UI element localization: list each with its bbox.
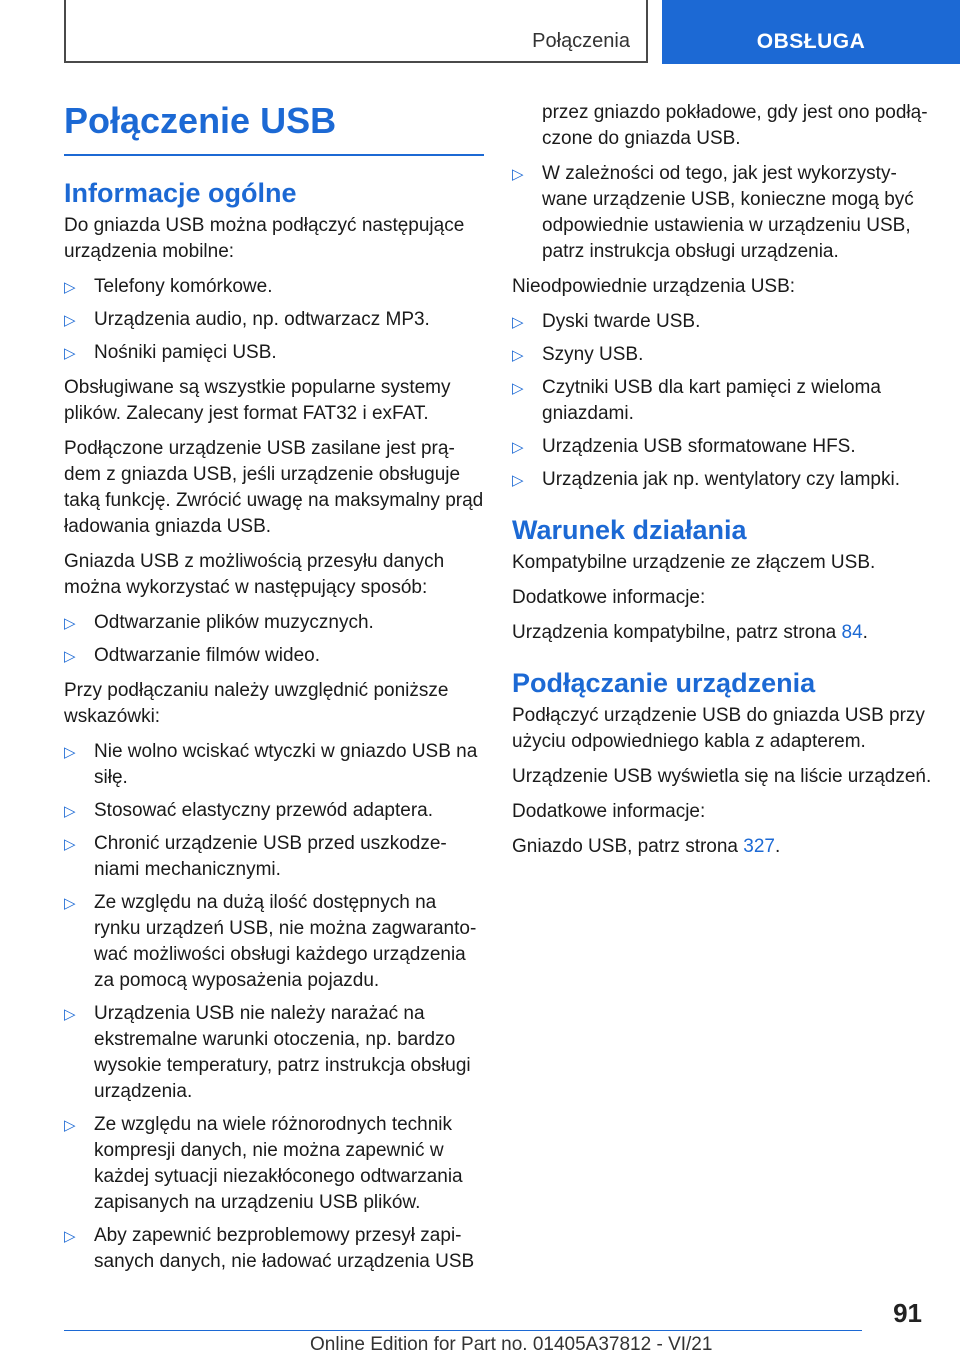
header-section-title: Połączenia [532,30,630,52]
right-column [512,100,932,869]
list-item-text: Stosować elastyczny przewód adaptera. [94,800,434,821]
list-item-text: Odtwarzanie filmów wideo. [94,645,320,666]
page-title: Połączenie USB [64,100,484,156]
paragraph-continuation: przez gniazdo pokładowe, gdy jest ono podłączone do gniazda USB. [542,102,928,149]
triangle-bullet-icon: ▷ [64,647,76,665]
list-usage [64,610,484,669]
paragraph: Do gniazda USB można podłączyć następujące urządzenia mobilne: [64,215,465,262]
page-link-84[interactable]: 84 [841,622,863,643]
triangle-bullet-icon: ▷ [64,1227,76,1245]
footer-edition: Online Edition for Part no. 01405A37812 - VI/21 [310,1334,713,1355]
left-column [64,100,484,1284]
paragraph-with-link [512,834,932,860]
list-item [64,1112,484,1216]
triangle-bullet-icon: ▷ [64,1005,76,1023]
list-item-text: Chronić urządzenie USB przed uszkodzeniami mechanicznymi. [94,833,447,880]
triangle-bullet-icon: ▷ [512,379,524,397]
text: . [774,836,781,857]
list-item-text: Telefony komórkowe. [94,276,273,297]
triangle-bullet-icon: ▷ [64,835,76,853]
triangle-bullet-icon: ▷ [512,313,524,331]
list-item [512,161,932,265]
triangle-bullet-icon: ▷ [512,346,524,364]
list-item-text: Czytniki USB dla kart pamięci z wieloma gniazdami. [542,377,881,424]
header-frame [64,0,648,63]
list-item-text: Dyski twarde USB. [542,311,701,332]
paragraph: Urządzenie USB wyświetla się na liście urządzeń. [512,766,932,787]
list-item [64,831,484,883]
list-item [64,798,484,824]
footer-divider [64,1330,862,1331]
list-item-text: Urządzenia jak np. wentylatory czy lampki. [542,469,900,490]
triangle-bullet-icon: ▷ [64,802,76,820]
page-link-327[interactable]: 327 [743,836,775,857]
text: Gniazdo USB, patrz strona [512,836,744,857]
triangle-bullet-icon: ▷ [64,614,76,632]
section-heading-condition: Warunek działania [512,515,747,545]
list-item [512,309,932,335]
paragraph: Nieodpowiednie urządzenia USB: [512,276,796,297]
list-item-text: Szyny USB. [542,344,644,365]
list-item-text: Nie wolno wciskać wtyczki w gniazdo USB na siłę. [94,741,478,788]
paragraph-with-link [512,620,932,646]
list-item-text: W zależności od tego, jak jest wykorzystywane urządzenie USB, konieczne mogą być odpowiednie ustawienia w urządzeniu USB, patrz instrukcja obsługi urządzenia. [542,163,914,262]
paragraph: Dodatkowe informacje: [512,587,706,608]
section-heading-general: Informacje ogólne [64,178,297,208]
header-tab: OBSŁUGA [662,0,960,64]
paragraph: Podłączyć urządzenie USB do gniazda USB przy użyciu odpowiedniego kabla z adapterem. [512,705,925,752]
list-item-text: Nośniki pamięci USB. [94,342,277,363]
page-number: 91 [893,1298,922,1328]
list-item [64,1001,484,1105]
list-item [512,375,932,427]
list-item [64,739,484,791]
triangle-bullet-icon: ▷ [64,344,76,362]
list-item [512,467,932,493]
triangle-bullet-icon: ▷ [64,894,76,912]
list-item-text: Urządzenia audio, np. odtwarzacz MP3. [94,309,430,330]
list-item-text: Aby zapewnić bezproblemowy przesył zapisanych danych, nie ładować urządzenia USB [94,1225,475,1272]
list-item-text: Urządzenia USB sformatowane HFS. [542,436,856,457]
text: Urządzenia kompatybilne, patrz strona [512,622,842,643]
list-item [64,340,484,366]
list-supported-devices [64,274,484,366]
list-hints [64,739,484,1275]
triangle-bullet-icon: ▷ [512,438,524,456]
paragraph: Przy podłączaniu należy uwzględnić poniższe wskazówki: [64,680,449,727]
triangle-bullet-icon: ▷ [64,311,76,329]
triangle-bullet-icon: ▷ [64,1116,76,1134]
triangle-bullet-icon: ▷ [512,471,524,489]
list-item [512,342,932,368]
triangle-bullet-icon: ▷ [64,278,76,296]
list-item-text: Odtwarzanie plików muzycznych. [94,612,374,633]
list-item [64,307,484,333]
list-item [64,643,484,669]
list-item [64,610,484,636]
list-settings [512,161,932,265]
paragraph: Kompatybilne urządzenie ze złączem USB. [512,552,876,573]
list-item [64,1223,484,1275]
list-item [64,274,484,300]
triangle-bullet-icon: ▷ [64,743,76,761]
list-item [64,890,484,994]
paragraph: Gniazda USB z możliwością przesyłu danych można wykorzystać w następujący sposób: [64,551,445,598]
list-item [512,434,932,460]
list-item-text: Urządzenia USB nie należy narażać na ekstremalne warunki otoczenia, np. bardzo wysokie temperatury, patrz instrukcja obsługi urządzenia. [94,1003,471,1102]
list-item-text: Ze względu na wiele różnorodnych technik kompresji danych, nie można zapewnić w każdej sytuacji niezakłóconego odtwarzania zapisanych na urządzeniu USB plików. [94,1114,463,1213]
triangle-bullet-icon: ▷ [512,165,524,183]
list-unsupported-devices [512,309,932,493]
paragraph: Dodatkowe informacje: [512,801,706,822]
paragraph: Podłączone urządzenie USB zasilane jest prądem z gniazda USB, jeśli urządzenie obsługuje taką funkcję. Zwrócić uwagę na maksymalny prąd ładowania gniazda USB. [64,438,484,537]
list-item-text: Ze względu na dużą ilość dostępnych na rynku urządzeń USB, nie można zagwarantować możliwości obsługi każdego urządzenia za pomocą wyposażenia pojazdu. [94,892,477,991]
section-heading-connecting: Podłączanie urządzenia [512,668,816,698]
text: . [862,622,868,643]
paragraph: Obsługiwane są wszystkie popularne systemy plików. Zalecany jest format FAT32 i exFAT. [64,377,451,424]
